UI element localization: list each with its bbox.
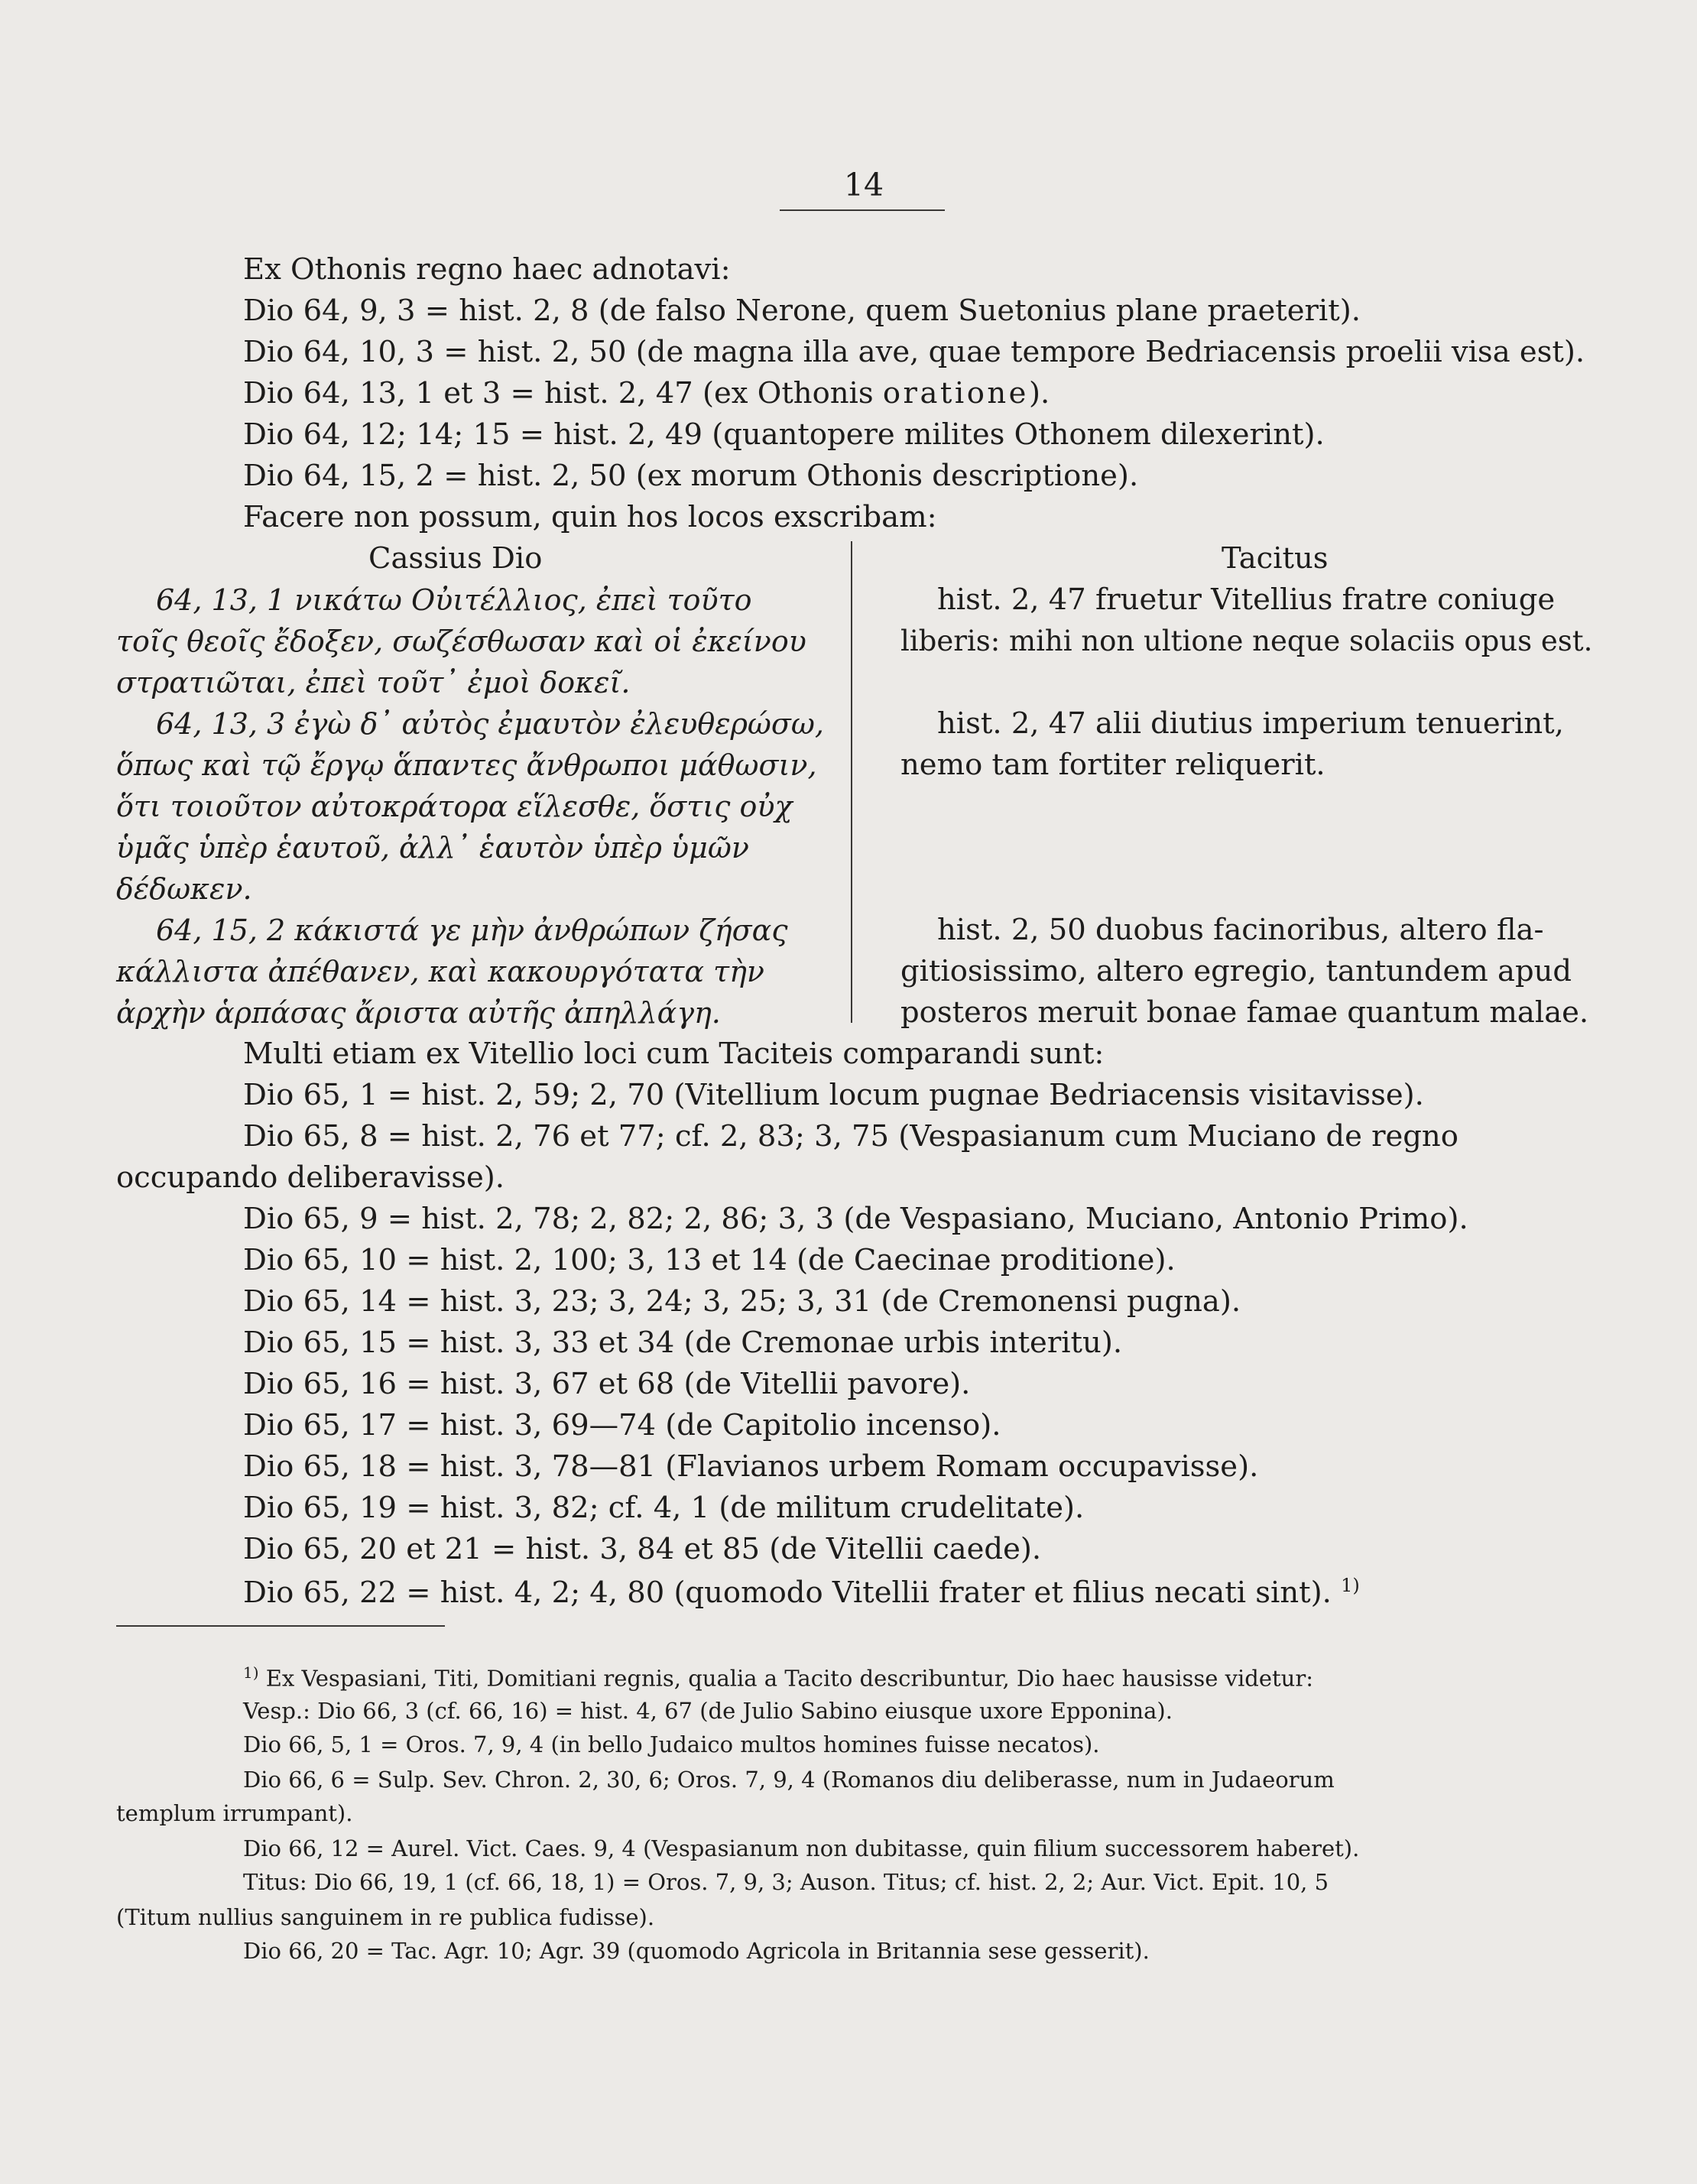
vitellius-line: Dio 65, 8 = hist. 2, 76 et 77; cf. 2, 83; 3, 75 (Vespasianum cum Muciano de regno — [243, 1119, 1459, 1154]
dio-greek-line: στρατιῶται, ἐπεὶ τοῦτ᾽ ἐμοὶ δοκεῖ. — [116, 666, 631, 699]
intro-heading: Ex Othonis regno haec adnotavi: — [243, 252, 731, 287]
dio-greek-line: ὑμᾶς ὑπὲρ ἑαυτοῦ, ἀλλ᾽ ἑαυτὸν ὑπὲρ ὑμῶν — [116, 831, 749, 865]
footnote-rule — [116, 1625, 445, 1627]
footnote-reference: 1) — [1341, 1575, 1360, 1596]
footnote-line: Vesp.: Dio 66, 3 (cf. 66, 16) = hist. 4, 67 (de Julio Sabino eiusque uxore Epponina). — [243, 1698, 1173, 1724]
vitellius-line: Dio 65, 20 et 21 = hist. 3, 84 et 85 (de Vitellii caede). — [243, 1532, 1042, 1566]
tacitus-line: gitiosissimo, altero egregio, tantundem apud — [900, 954, 1572, 988]
page-number-rule — [780, 209, 945, 211]
vitellius-line: Dio 65, 17 = hist. 3, 69—74 (de Capitolio incenso). — [243, 1408, 1001, 1442]
dio-greek-line: τοῖς θεοῖς ἔδοξεν, σωζέσθωσαν καὶ οἱ ἐκείνου — [116, 625, 806, 658]
footnote-line: (Titum nullius sanguinem in re publica fudisse). — [116, 1904, 655, 1930]
tacitus-line: hist. 2, 47 fruetur Vitellius fratre coniuge — [937, 583, 1556, 617]
tacitus-line: posteros meruit bonae famae quantum malae. — [900, 995, 1589, 1030]
dio-greek-line: δέδωκεν. — [116, 872, 252, 906]
intro-line-tail: ). — [1028, 376, 1050, 411]
dio-greek-line: 64, 13, 3 ἐγὼ δ᾽ αὐτὸς ἐμαυτὸν ἐλευθερώσω, — [156, 707, 824, 741]
dio-greek-line: 64, 15, 2 κάκιστά γε μὴν ἀνθρώπων ζήσας — [156, 914, 788, 947]
footnote-mark: 1) — [243, 1663, 259, 1682]
intro-line: Dio 64, 15, 2 = hist. 2, 50 (ex morum Othonis descriptione). — [243, 459, 1139, 493]
footnote-line: templum irrumpant). — [116, 1800, 353, 1826]
page-number: 14 — [843, 167, 884, 203]
vitellius-line: occupando deliberavisse). — [116, 1160, 505, 1195]
footnote-line: Dio 66, 12 = Aurel. Vict. Caes. 9, 4 (Vespasianum non dubitasse, quin filium successorem haberet). — [243, 1835, 1360, 1861]
spaced-word: oratione — [882, 376, 1029, 411]
footnote-line: Dio 66, 20 = Tac. Agr. 10; Agr. 39 (quomodo Agricola in Britannia sese gesserit). — [243, 1938, 1150, 1964]
vitellius-line: Dio 65, 9 = hist. 2, 78; 2, 82; 2, 86; 3, 3 (de Vespasiano, Muciano, Antonio Primo). — [243, 1202, 1468, 1236]
column-heading-cassius-dio: Cassius Dio — [368, 541, 543, 576]
vitellius-line: Dio 65, 16 = hist. 3, 67 et 68 (de Vitellii pavore). — [243, 1367, 971, 1401]
footnote-line: Titus: Dio 66, 19, 1 (cf. 66, 18, 1) = Oros. 7, 9, 3; Auson. Titus; cf. hist. 2, 2; Aur. Vict. Epit. 10, 5 — [243, 1869, 1329, 1895]
vitellius-line: Dio 65, 1 = hist. 2, 59; 2, 70 (Vitellium locum pugnae Bedriacensis visitavisse). — [243, 1078, 1424, 1112]
dio-greek-line: κάλλιστα ἀπέθανεν, καὶ κακουργότατα τὴν — [116, 955, 764, 988]
dio-greek-line: ὅτι τοιοῦτον αὐτοκράτορα εἵλεσθε, ὅστις οὐχ — [116, 790, 793, 823]
intro-line: Dio 64, 9, 3 = hist. 2, 8 (de falso Nerone, quem Suetonius plane praeterit). — [243, 294, 1361, 328]
vitellius-line: Dio 65, 15 = hist. 3, 33 et 34 (de Cremonae urbis interitu). — [243, 1326, 1123, 1360]
intro-line-text: Dio 64, 13, 1 et 3 = hist. 2, 47 (ex Othonis — [243, 376, 883, 411]
tacitus-line: hist. 2, 47 alii diutius imperium tenuerint, — [937, 706, 1564, 741]
vitellius-line — [243, 1576, 1360, 1608]
dio-greek-line: ὅπως καὶ τῷ ἔργῳ ἅπαντες ἄνθρωποι μάθωσιν, — [116, 748, 817, 782]
vitellius-line: Dio 65, 14 = hist. 3, 23; 3, 24; 3, 25; 3, 31 (de Cremonensi pugna). — [243, 1284, 1241, 1319]
intro-line: Dio 64, 12; 14; 15 = hist. 2, 49 (quantopere milites Othonem dilexerint). — [243, 417, 1325, 452]
vitellius-line: Dio 65, 19 = hist. 3, 82; cf. 4, 1 (de militum crudelitate). — [243, 1491, 1085, 1525]
vitellius-line: Dio 65, 10 = hist. 2, 100; 3, 13 et 14 (de Caecinae proditione). — [243, 1243, 1176, 1277]
tacitus-line: nemo tam fortiter reliquerit. — [900, 748, 1325, 782]
tacitus-line: hist. 2, 50 duobus facinoribus, altero fla- — [937, 913, 1544, 947]
footnote-line: Dio 66, 6 = Sulp. Sev. Chron. 2, 30, 6; Oros. 7, 9, 4 (Romanos diu deliberasse, num in Judaeorum — [243, 1767, 1335, 1793]
vitellius-heading: Multi etiam ex Vitellio loci cum Taciteis comparandi sunt: — [243, 1037, 1105, 1071]
intro-line — [243, 376, 1050, 411]
column-divider — [851, 541, 852, 1023]
footnote-text: Ex Vespasiani, Titi, Domitiani regnis, qualia a Tacito describuntur, Dio haec hausisse videtur: — [258, 1665, 1313, 1692]
dio-greek-line: ἀρχὴν ἁρπάσας ἄριστα αὐτῆς ἀπηλλάγη. — [116, 996, 721, 1030]
intro-line: Facere non possum, quin hos locos exscribam: — [243, 500, 937, 534]
intro-line: Dio 64, 10, 3 = hist. 2, 50 (de magna illa ave, quae tempore Bedriacensis proelii visa est). — [243, 335, 1585, 369]
footnote-line — [243, 1665, 1313, 1690]
tacitus-line: liberis: mihi non ultione neque solaciis opus est. — [900, 625, 1593, 657]
column-heading-tacitus: Tacitus — [1222, 541, 1329, 576]
vitellius-line: Dio 65, 18 = hist. 3, 78—81 (Flavianos urbem Romam occupavisse). — [243, 1449, 1259, 1484]
vitellius-line-text: Dio 65, 22 = hist. 4, 2; 4, 80 (quomodo Vitellii frater et filius necati sint). — [243, 1575, 1342, 1610]
dio-greek-line: 64, 13, 1 νικάτω Οὐιτέλλιος, ἐπεὶ τοῦτο — [156, 583, 752, 617]
footnote-line: Dio 66, 5, 1 = Oros. 7, 9, 4 (in bello Judaico multos homines fuisse necatos). — [243, 1731, 1100, 1757]
